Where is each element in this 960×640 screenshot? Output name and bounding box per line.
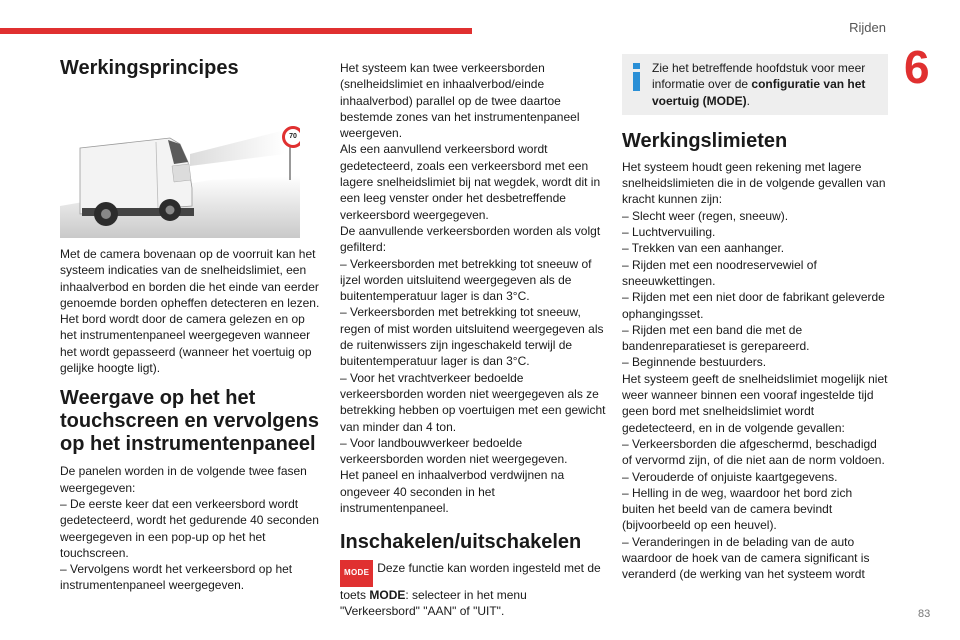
info-text-bold: configuratie van het voertuig (MODE)	[652, 77, 866, 108]
heading-werkingslimieten: Werkingslimieten	[622, 129, 788, 152]
list-item: – Verkeersborden met betrekking tot sneeuw, regen of mist worden uitsluitend weergegeven als de ruitenwissers zijn ingeschakeld terwijl de buitentemperatuur lager is dan 3°C.	[340, 305, 604, 369]
van-illustration-icon	[60, 118, 300, 238]
detection-issues-list	[622, 436, 888, 583]
list-item: – Rijden met een noodreservewiel of sneeuwkettingen.	[622, 257, 817, 288]
list-item: – Vervolgens wordt het verkeersbord op het instrumentenpaneel weergegeven.	[60, 562, 293, 593]
van-camera-illustration	[60, 118, 300, 238]
speed-limit-value: 70	[289, 132, 297, 140]
section-title: Rijden	[849, 20, 886, 35]
list-item: – Luchtvervuiling.	[622, 225, 716, 240]
list-item: – De eerste keer dat een verkeersbord wordt gedetecteerd, wordt het gedurende 40 seconden weergegeven in een pop-up op het het touchscreen.	[60, 496, 319, 560]
paragraph: De panelen worden in de volgende twee fasen weergegeven:	[60, 464, 307, 495]
paragraph: Met de camera bovenaan op de voorruit kan het systeem indicaties van de snelheidslimiet, een inhaalverbod en borden die het einde van eerder genoemde borden opheffen detecteren en lezen. Het bord wordt door de camera gelezen en op het instrumentenpaneel weergegeven wanneer het wordt gepasseerd (wanneer het voertuig op gelijke hoogte ligt).	[60, 247, 320, 376]
paragraph: Als een aanvullend verkeersbord wordt gedetecteerd, zoals een verkeersbord met een lagere snelheidslimiet bij nat wegdek, wordt dit in een leeg venster onder het desbetreffende verkeersbord weergegeven.	[340, 142, 601, 222]
column-1	[60, 56, 324, 594]
list-item: – Trekken van een aanhanger.	[622, 241, 785, 256]
info-text-start: Zie het betreffende hoofdstuk voor meer informatie over de	[652, 61, 866, 92]
mode-text: Deze functie kan worden ingesteld met de toets	[340, 561, 601, 602]
list-item: – Rijden met een niet door de fabrikant geleverde ophangingsset.	[622, 290, 885, 321]
list-item: – Slecht weer (regen, sneeuw).	[622, 208, 789, 223]
paragraph: Het paneel en inhaalverbod verdwijnen na ongeveer 40 seconden in het instrumentenpaneel.	[340, 468, 565, 516]
column-3	[622, 54, 888, 583]
list-item: – Beginnende bestuurders.	[622, 355, 767, 370]
chapter-number: 6	[904, 41, 930, 93]
speed-limit-sign	[282, 126, 300, 148]
mode-instruction	[340, 560, 606, 619]
mode-key-label: MODE	[369, 587, 406, 602]
list-item: – Rijden met een band die met de bandenreparatieset is gerepareerd.	[622, 322, 810, 354]
list-item: – Verkeersborden met betrekking tot sneeuw of ijzel worden uitsluitend weergegeven als de buitentemperatuur lager is dan 3°C.	[340, 256, 592, 304]
list-item: – Verkeersborden die afgeschermd, beschadigd of vervormd zijn, of die niet aan de norm voldoen.	[622, 436, 885, 468]
paragraph: Het systeem geeft de snelheidslimiet mogelijk niet weer wanneer binnen een vooraf ingestelde tijd geen bord met snelheidslimiet wordt gedetecteerd, en in de volgende gevallen:	[622, 371, 888, 435]
heading-weergave: Weergave op het het touchscreen en vervolgens op het instrumentenpaneel	[60, 387, 319, 456]
heading-werkingsprincipes: Werkingsprincipes	[60, 57, 239, 79]
list-item: – Helling in de weg, waardoor het bord zich buiten het beeld van de camera bevindt (bijvoorbeeld op een heuvel).	[622, 485, 853, 533]
list-item: – Veranderingen in de belading van de auto waardoor de hoek van de camera significant is veranderd (de werking van het systeem wordt	[622, 534, 870, 582]
info-icon	[630, 62, 644, 92]
info-box	[622, 54, 888, 115]
info-text-end: .	[746, 93, 751, 108]
column-2	[340, 60, 606, 619]
red-header-bar	[0, 28, 472, 34]
list-item: – Voor het vrachtverkeer bedoelde verkeersborden worden niet weergegeven als ze betrekking hebben op voertuigen met een gewicht van minder dan 4 ton.	[340, 370, 606, 434]
paragraph: Het systeem houdt geen rekening met lagere snelheidslimieten die in de volgende gevallen van kracht kunnen zijn:	[622, 159, 886, 207]
paragraph: Het systeem kan twee verkeersborden (snelheidslimiet en inhaalverbod/einde inhaalverbod) parallel op de twee daartoe bestemde zones van het instrumentenpaneel weergeven.	[340, 61, 580, 141]
limitations-list	[622, 208, 888, 371]
paragraph: De aanvullende verkeersborden worden als volgt gefilterd:	[340, 223, 601, 255]
list-item: – Voor landbouwverkeer bedoelde verkeersborden worden niet weergegeven.	[340, 435, 568, 467]
page-number: 83	[918, 608, 931, 620]
info-text	[652, 60, 880, 109]
mode-text-end: : selecteer in het menu "Verkeersbord" "AAN" of "UIT".	[340, 587, 527, 618]
list-item: – Verouderde of onjuiste kaartgegevens.	[622, 469, 838, 484]
heading-inschakelen: Inschakelen/uitschakelen	[340, 531, 582, 554]
mode-key-icon: MODE	[340, 560, 373, 586]
